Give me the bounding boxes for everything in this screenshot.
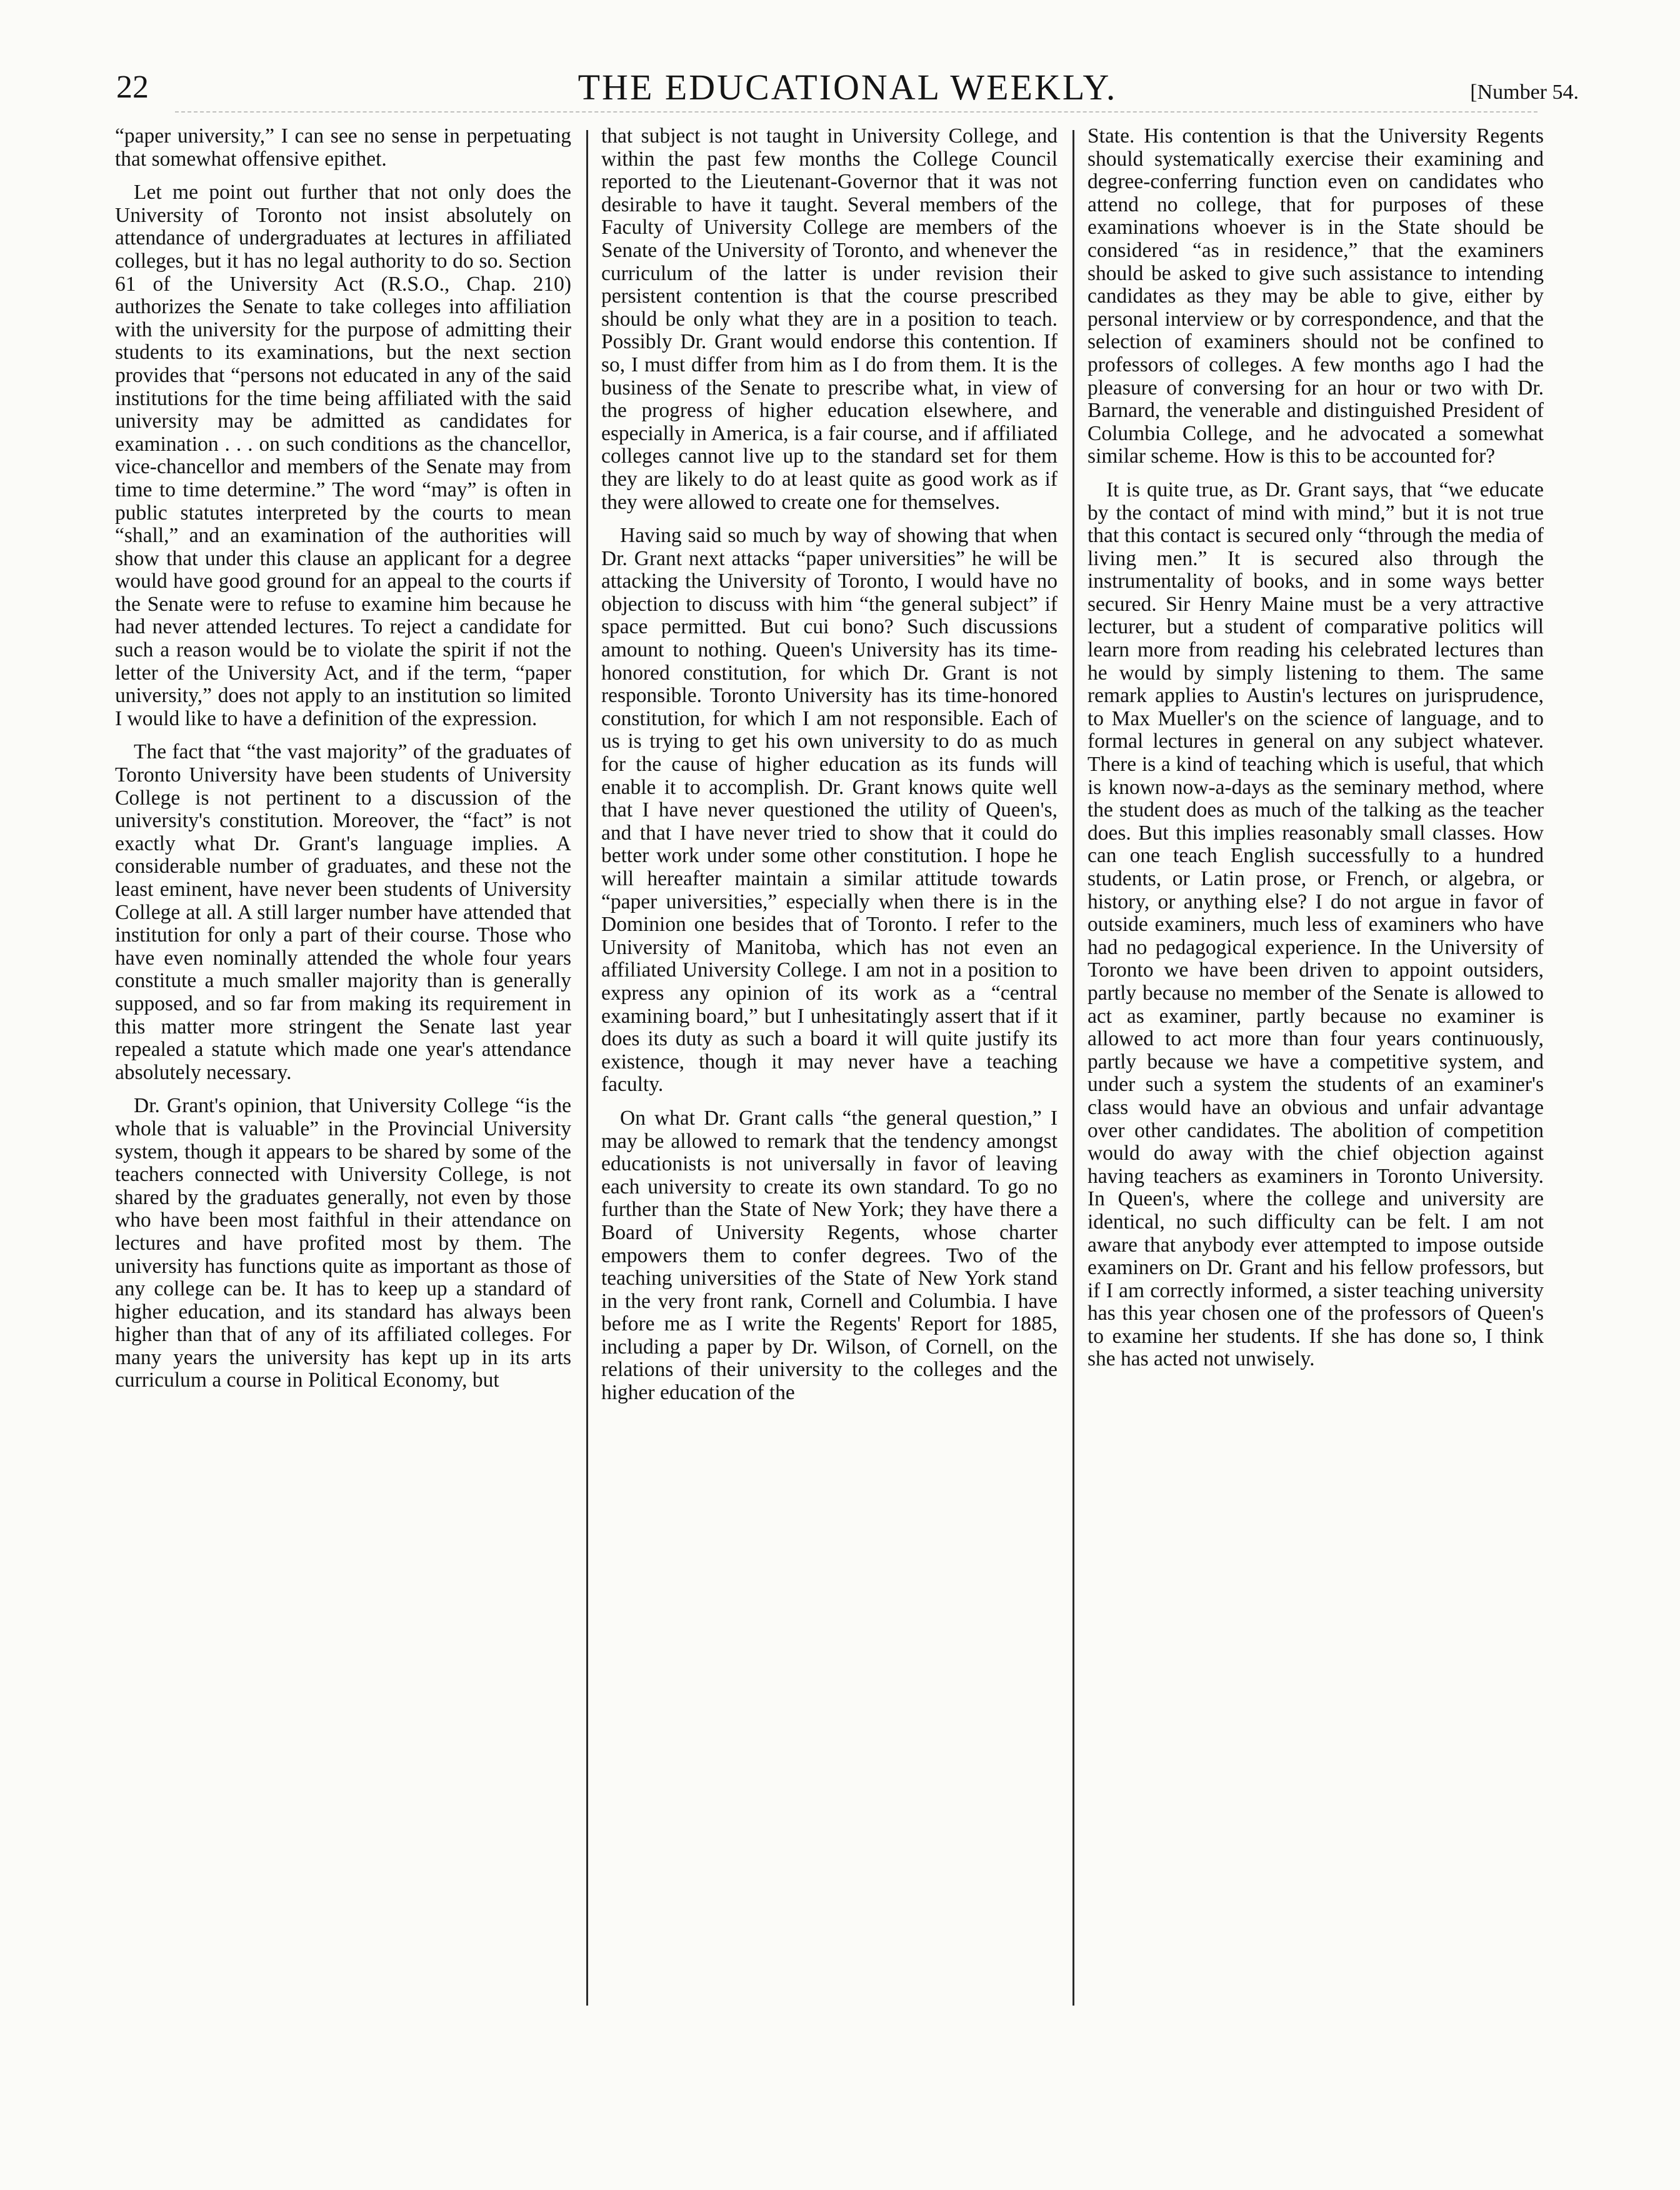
paragraph: Having said so much by way of showing that when Dr. Grant next attacks “paper universities” he will be attacking the University of Toronto, I would have no objection to discuss with him “the general subject” if space permitted. But cui bono? Such discussions amount to nothing. Queen's University has its time-honored constitution, for which Dr. Grant is not responsible. Toronto University has its time-honored constitution, for which I am not responsible. Each of us is trying to get his own university to do as much for the cause of higher education as its funds will enable it to accomplish. Dr. Grant knows quite well that I have never questioned the utility of Queen's, and that I have never tried to show that it could do better work under some other constitution. I hope he will hereafter maintain a similar attitude towards “paper universities,” especially when there is in the Dominion one besides that of Toronto. I refer to the University of Manitoba, which has not even an affiliated University College. I am not in a position to express any opinion of its work as a “central examining board,” but I unhesitatingly assert that if it does its duty as such a board it will quite justify its existence, though it may never have a teaching faculty. bbox=[601, 524, 1058, 1097]
issue-number: [Number 54. bbox=[1470, 81, 1579, 104]
paragraph: “paper university,” I can see no sense in perpetuating that somewhat offensive epithet. bbox=[115, 125, 571, 171]
paragraph: The fact that “the vast majority” of the graduates of Toronto University have been students of University College is not pertinent to a discussion of the university's constitution. Moreover, the “fact” is not exactly what Dr. Grant's language implies. A considerable number of graduates, and these not the least eminent, have never been students of University College at all. A still larger number have attended that institution for only a part of their course. Those who have even nominally attended the whole four years constitute a much smaller majority than is generally supposed, and so far from making its requirement in this matter more stringent the Senate last year repealed a statute which made one year's attendance absolutely necessary. bbox=[115, 740, 571, 1084]
paragraph: Dr. Grant's opinion, that University College “is the whole that is valuable” in the Provincial University system, though it appears to be shared by some of the teachers connected with University College, is not shared by the graduates generally, not even by those who have been most faithful in their attendance on lectures and have profited most by them. The university has functions quite as important as those of any college can be. It has to keep up a standard of higher education, and its standard has always been higher than that of any of its affiliated colleges. For many years the university has kept up in its arts curriculum a course in Political Economy, but bbox=[115, 1094, 571, 1392]
page-number: 22 bbox=[116, 69, 149, 105]
text-column-1 bbox=[115, 125, 571, 2007]
paragraph: that subject is not taught in University College, and within the past few months the College Council reported to the Lieutenant-Governor that it was not desirable to have it taught. Several members of the Faculty of University College are members of the Senate of the University of Toronto, and whenever the curriculum of the latter is under revision their persistent contention is that the course prescribed should be only what they are in a position to teach. Possibly Dr. Grant would endorse this contention. If so, I must differ from him as I do from them. It is the business of the Senate to prescribe what, in view of the progress of higher education elsewhere, and especially in America, is a fair course, and if affiliated colleges cannot live up to the standard set for them they are likely to do at least quite as good work as if they were allowed to create one for themselves. bbox=[601, 125, 1058, 514]
paragraph: State. His contention is that the University Regents should systematically exercise their examining and degree-conferring function even on candidates who attend no college, that for purposes of these examinations whoever is in the State should be considered “as in residence,” that the examiners should be asked to give such assistance to intending candidates as they may be able to give, either by personal interview or by correspondence, and that the selection of examiners should not be confined to professors of colleges. A few months ago I had the pleasure of conversing for an hour or two with Dr. Barnard, the venerable and distinguished President of Columbia College, and he advocated a somewhat similar scheme. How is this to be accounted for? bbox=[1088, 125, 1544, 468]
journal-title: THE EDUCATIONAL WEEKLY. bbox=[578, 67, 1118, 108]
paragraph: On what Dr. Grant calls “the general question,” I may be allowed to remark that the tendency amongst educationists is not universally in favor of leaving each university to create its own standard. To go no further than the State of New York; they have there a Board of University Regents, whose charter empowers them to confer degrees. Two of the teaching universities of the State of New York stand in the very front rank, Cornell and Columbia. I have before me as I write the Regents' Report for 1885, including a paper by Dr. Wilson, of Cornell, on the relations of their university to the colleges and the higher education of the bbox=[601, 1106, 1058, 1405]
page-header bbox=[116, 63, 1579, 113]
text-column-3 bbox=[1088, 125, 1544, 2007]
column-divider bbox=[1072, 130, 1074, 2006]
column-divider bbox=[586, 130, 588, 2006]
header-rule bbox=[175, 111, 1538, 113]
text-column-2 bbox=[601, 125, 1058, 2007]
paragraph: It is quite true, as Dr. Grant says, that “we educate by the contact of mind with mind,” but it is not true that this contact is secured only “through the media of living men.” It is secured also through the instrumentality of books, and in some ways better secured. Sir Henry Maine must be a very attractive lecturer, but a student of comparative politics will learn more from reading his celebrated lectures than he would by simply listening to them. The same remark applies to Austin's lectures on jurisprudence, to Max Mueller's on the science of language, and to formal lectures in general on any subject whatever. There is a kind of teaching which is useful, that which is known now-a-days as the seminary method, where the student does as much of the talking as the teacher does. But this implies reasonably small classes. How can one teach English successfully to a hundred students, or Latin prose, or French, or algebra, or history, or anything else? I do not argue in favor of outside examiners, much less of examiners who have had no pedagogical experience. In the University of Toronto we have been driven to appoint outsiders, partly because no member of the Senate is allowed to act as examiner, partly because no examiner is allowed to act more than four years continuously, partly because we have a competitive system, and under such a system the students of an examiner's class would have an obvious and unfair advantage over other candidates. The abolition of competition would do away with the chief objection against having teachers as examiners in Toronto University. In Queen's, where the college and university are identical, no such difficulty can be felt. I am not aware that anybody ever attempted to impose outside examiners on Dr. Grant and his fellow professors, but if I am correctly informed, a sister teaching university has this year chosen one of the professors of Queen's to examine her students. If she has done so, I think she has acted not unwisely. bbox=[1088, 478, 1544, 1371]
paragraph: Let me point out further that not only does the University of Toronto not insist absolutely on attendance of undergraduates at lectures in affiliated colleges, but it has no legal authority to do so. Section 61 of the University Act (R.S.O., Chap. 210) authorizes the Senate to take colleges into affiliation with the university for the purpose of admitting their students to its examinations, but the next section provides that “persons not educated in any of the said institutions for the time being affiliated with the said university may be admitted as candidates for examination . . . on such conditions as the chancellor, vice-chancellor and members of the Senate may from time to time determine.” The word “may” is often in public statutes interpreted by the courts to mean “shall,” and an examination of the authorities will show that under this clause an applicant for a degree would have good ground for an appeal to the courts if the Senate were to refuse to examine him because he had never attended lectures. To reject a candidate for such a reason would be to violate the spirit if not the letter of the University Act, and if the term, “paper university,” does not apply to an institution so limited I would like to have a definition of the expression. bbox=[115, 181, 571, 730]
